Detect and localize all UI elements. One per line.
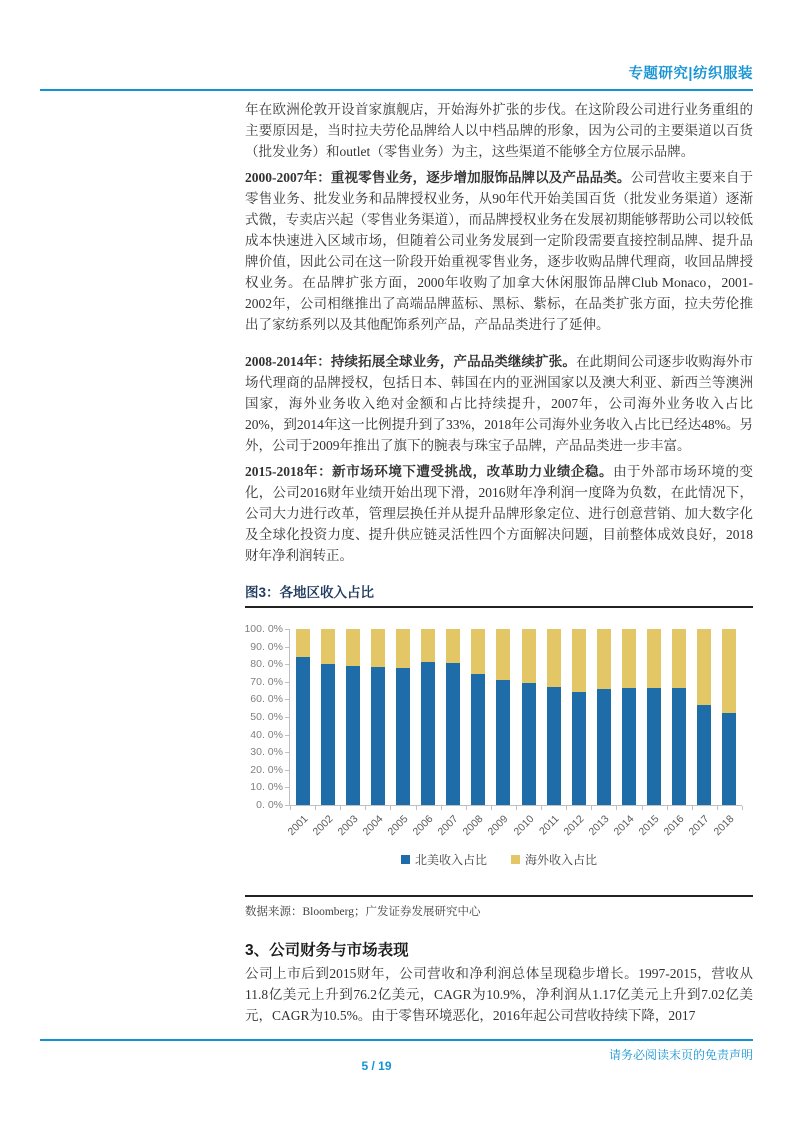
bar-segment-overseas: [496, 629, 510, 680]
bar-segment-north-america: [496, 680, 510, 805]
y-axis-tick-label: 10. 0%: [250, 781, 283, 794]
y-axis-tick-label: 40. 0%: [250, 728, 283, 741]
bar-segment-overseas: [421, 629, 435, 662]
y-axis-tick-label: 90. 0%: [250, 640, 283, 653]
y-axis-tick-mark: [285, 735, 289, 736]
bar-segment-north-america: [647, 688, 661, 805]
y-axis-tick-label: 80. 0%: [250, 658, 283, 671]
figure-title: 图3：各地区收入占比: [245, 585, 375, 600]
y-axis-tick-mark: [285, 770, 289, 771]
x-axis-tick-label: 2002: [310, 813, 336, 839]
bar-segment-north-america: [572, 692, 586, 805]
stacked-bar: [496, 629, 510, 805]
stacked-bar: [446, 629, 460, 805]
figure3-stacked-bar-chart: [245, 612, 753, 895]
bar-segment-overseas: [346, 629, 360, 666]
stacked-bar: [321, 629, 335, 805]
y-axis-tick-label: 100. 0%: [244, 623, 283, 635]
bar-segment-north-america: [722, 713, 736, 805]
x-axis-tick-label: 2014: [611, 813, 637, 839]
footer-divider-line: [40, 1039, 753, 1041]
bar-segment-overseas: [697, 629, 711, 705]
bar-segment-overseas: [597, 629, 611, 689]
footer-disclaimer: 请务必阅读末页的免责声明: [608, 1048, 753, 1062]
paragraph-lead: 2008-2014年：持续拓展全球业务，产品品类继续扩张。: [245, 354, 577, 369]
y-axis-tick-mark: [285, 752, 289, 753]
bar-segment-overseas: [647, 629, 661, 688]
legend-label: 北美收入占比: [414, 853, 487, 867]
bar-segment-north-america: [346, 666, 360, 805]
y-axis-tick-label: 50. 0%: [250, 711, 283, 723]
x-axis-tick-label: 2018: [711, 813, 737, 839]
legend-swatch: [511, 855, 520, 864]
y-axis-tick-label: 30. 0%: [250, 746, 283, 759]
x-axis-tick-label: 2011: [536, 813, 562, 838]
y-axis-tick-label: 0. 0%: [256, 799, 283, 811]
stacked-bar: [597, 629, 611, 805]
y-axis-tick-label: 70. 0%: [250, 675, 283, 688]
paragraph-text: 在此期间公司逐步收购海外市场代理商的品牌授权，包括日本、韩国在内的亚洲国家以及澳大利亚、新西兰等澳洲国家，海外业务收入绝对金额和占比持续提升，2007年，公司海外业务收入占比20%，到2014年这一比例提升到了33%，2018年公司海外业务收入占比已经达48%。另外，公司于2009年推出了旗下的腕表与珠宝子品牌，产品品类进一步丰富。: [245, 354, 754, 453]
y-axis-tick-mark: [285, 647, 289, 648]
stacked-bar: [672, 629, 686, 805]
bar-segment-north-america: [296, 657, 310, 805]
bar-segment-overseas: [471, 629, 485, 674]
stacked-bar: [421, 629, 435, 805]
stacked-bar: [346, 629, 360, 805]
bar-segment-north-america: [697, 705, 711, 805]
x-axis-tick-label: 2017: [686, 813, 712, 839]
stacked-bar: [471, 629, 485, 805]
bar-segment-north-america: [321, 664, 335, 805]
bar-segment-north-america: [622, 688, 636, 805]
figure-source-rule: [245, 895, 753, 897]
x-axis-tick-label: 2001: [285, 813, 311, 839]
x-axis-tick-label: 2013: [586, 813, 612, 839]
paragraph-text: 公司营收主要来自于零售业务、批发业务和品牌授权业务，从90年代开始美国百货（批发业务渠道）逐渐式微，专卖店兴起（零售业务渠道），而品牌授权业务在发展初期能够帮助公司以较低成本快速进入区域市场，但随着公司业务发展到一定阶段需要直接控制品牌、提升品牌价值，因此公司在这一阶段开始重视零售业务，逐步收购品牌代理商，收回品牌授权业务。在品牌扩张方面，2000年收购了加拿大休闲服饰品牌Club Monaco，2001-2002年，公司相继推出了高端品牌蓝标、黑标、紫标，在品类扩张方面，拉夫劳伦推出了家纺系列以及其他配饰系列产品，产品品类进行了延伸。: [245, 170, 754, 332]
paragraph-lead: 2000-2007年：重视零售业务，逐步增加服饰品牌以及产品品类。: [245, 170, 631, 185]
paragraph-2008-2014: [245, 351, 753, 456]
bar-segment-overseas: [371, 629, 385, 667]
y-axis-tick-mark: [285, 717, 289, 718]
section-heading: 3、公司财务与市场表现: [245, 942, 409, 959]
bar-segment-overseas: [622, 629, 636, 688]
stacked-bar: [572, 629, 586, 805]
y-axis-tick-mark: [285, 664, 289, 665]
y-axis-tick-mark: [285, 629, 289, 630]
y-axis-tick-label: 20. 0%: [250, 763, 283, 776]
figure-title-rule: [245, 606, 753, 608]
bar-segment-overseas: [547, 629, 561, 687]
bar-segment-north-america: [597, 689, 611, 805]
x-axis-tick-label: 2016: [661, 813, 687, 839]
bar-segment-overseas: [396, 629, 410, 668]
stacked-bar: [622, 629, 636, 805]
y-axis-tick-mark: [285, 682, 289, 683]
chart-legend: [245, 851, 753, 868]
stacked-bar: [396, 629, 410, 805]
legend-label: 海外收入占比: [525, 853, 598, 867]
bar-segment-overseas: [522, 629, 536, 683]
stacked-bar: [371, 629, 385, 805]
bar-segment-north-america: [396, 668, 410, 805]
stacked-bar: [296, 629, 310, 805]
figure-source: 数据来源：Bloomberg；广发证券发展研究中心: [245, 906, 481, 918]
stacked-bar: [722, 629, 736, 805]
legend-item: [401, 851, 487, 868]
paragraph-2015-2018: [245, 461, 753, 566]
bar-segment-overseas: [296, 629, 310, 657]
bar-segment-overseas: [321, 629, 335, 664]
y-axis-tick-mark: [285, 787, 289, 788]
bar-segment-north-america: [672, 688, 686, 805]
y-axis: [244, 623, 285, 811]
bar-segment-overseas: [672, 629, 686, 688]
bar-segment-north-america: [547, 687, 561, 805]
stacked-bar: [697, 629, 711, 805]
y-axis-tick-mark: [285, 805, 289, 806]
bar-segment-north-america: [446, 663, 460, 805]
bar-segment-north-america: [371, 667, 385, 805]
paragraph-lead: 2015-2018年：新市场环境下遭受挑战，改革助力业绩企稳。: [245, 464, 614, 479]
x-axis-tick-label: 2015: [636, 813, 662, 839]
legend-swatch: [401, 855, 410, 864]
x-axis-tick-mark: [742, 806, 743, 810]
x-axis-tick-label: 2005: [385, 813, 411, 839]
paragraph-text: 由于外部市场环境的变化，公司2016财年业绩开始出现下滑，2016财年净利润一度降为负数，在此情况下，公司大力进行改革，管理层换任并从提升品牌形象定位、进行创意营销、加大数字化及全球化投资力度、提升供应链灵活性四个方面解决问题，目前整体成效良好，2018财年净利润转正。: [245, 464, 753, 563]
x-axis-tick-label: 2003: [335, 813, 361, 839]
bar-segment-overseas: [722, 629, 736, 713]
x-axis-tick-label: 2008: [460, 813, 486, 839]
page-number: 5 / 19: [361, 1059, 392, 1073]
x-axis-tick-label: 2004: [360, 813, 386, 839]
bar-segment-north-america: [421, 662, 435, 805]
bar-segment-north-america: [471, 674, 485, 805]
stacked-bar: [522, 629, 536, 805]
header-divider-line: [40, 89, 753, 91]
header-label: 专题研究|纺织服装: [628, 66, 753, 82]
x-axis-tick-label: 2012: [561, 813, 587, 839]
paragraph-2000-2007: [245, 167, 753, 335]
x-axis-tick-label: 2006: [410, 813, 436, 839]
x-axis-labels: [285, 810, 741, 850]
x-axis-tick-label: 2009: [485, 813, 511, 839]
y-axis-tick-label: 60. 0%: [250, 693, 283, 706]
x-axis-tick-label: 2010: [511, 813, 537, 839]
bar-segment-overseas: [446, 629, 460, 663]
legend-item: [511, 851, 597, 868]
stacked-bar: [647, 629, 661, 805]
stacked-bar: [547, 629, 561, 805]
plot-area: [289, 629, 742, 806]
paragraph-continuation: 年在欧洲伦敦开设首家旗舰店，开始海外扩张的步伐。在这阶段公司进行业务重组的主要原因是，当时拉夫劳伦品牌给人以中档品牌的形象，因为公司的主要渠道以百货（批发业务）和outlet（零售业务）为主，这些渠道不能够全方位展示品牌。: [245, 102, 753, 159]
section-paragraph: 公司上市后到2015财年，公司营收和净利润总体呈现稳步增长。1997-2015，营收从11.8亿美元上升到76.2亿美元，CAGR为10.9%，净利润从1.17亿美元上升到7.02亿美元，CAGR为10.5%。由于零售环境恶化，2016年起公司营收持续下降，2017: [245, 966, 753, 1023]
x-axis-tick-label: 2007: [435, 813, 461, 839]
bar-segment-overseas: [572, 629, 586, 692]
bar-segment-north-america: [522, 683, 536, 805]
y-axis-tick-mark: [285, 699, 289, 700]
